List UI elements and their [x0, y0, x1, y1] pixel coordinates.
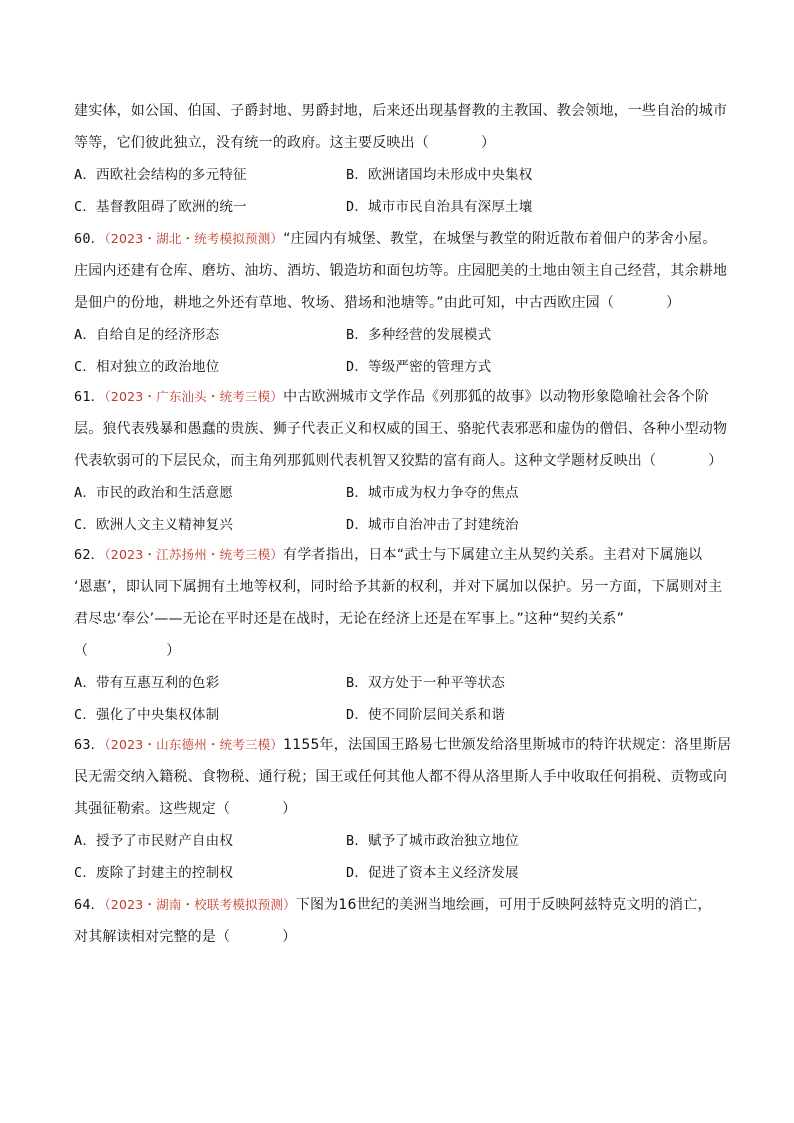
q60-stem-line1 [74, 229, 717, 249]
q64-stem-text: 下图为16世纪的美洲当地绘画，可用于反映阿兹特克文明的消亡， [295, 897, 712, 913]
q64-blank: ） [282, 929, 297, 945]
q63-option-a: A．授予了市民财产自由权 [74, 833, 234, 849]
q61-option-b: B．城市成为权力争夺的焦点 [346, 485, 519, 501]
q59-stem-text: 等等，它们彼此独立，没有统一的政府。这主要反映出（ [74, 135, 429, 151]
q62-option-c: C．强化了中央集权体制 [74, 707, 220, 723]
q61-option-d: D．城市自治冲击了封建统治 [346, 517, 519, 533]
q62-option-d: D．使不同阶层间关系和谐 [346, 707, 506, 723]
q59-blank: ） [481, 135, 496, 151]
q60-option-a: A．自给自足的经济形态 [74, 327, 220, 343]
q61-option-c: C．欧洲人文主义精神复兴 [74, 517, 234, 533]
q63-blank: ） [282, 801, 297, 817]
q61-source: （2023・广东汕头・统考三模） [104, 389, 284, 404]
q60-option-d: D．等级严密的管理方式 [346, 359, 492, 375]
q61-stem-text3: 代表软弱可的下层民众，而主角列那狐则代表机智又狡黠的富有商人。这种文学题材反映出（ [74, 453, 657, 469]
q63-stem-line1 [74, 735, 731, 755]
q61-stem-line3 [74, 451, 722, 471]
q63-number: 63． [74, 737, 105, 753]
q61-stem-text: 中古欧洲城市文学作品《列那狐的故事》以动物形象隐喻社会各个阶 [283, 389, 710, 405]
q63-stem-line2: 民无需交纳入籍税、食物税、通行税；国王或任何其他人都不得从洛里斯人手中收取任何捐税、贡物或向 [74, 769, 728, 785]
q59-stem-line1: 建实体，如公国、伯国、子爵封地、男爵封地，后来还出现基督教的主教国、教会领地，一些自治的城市 [74, 103, 728, 119]
q62-stem-line3: 君尽忠‘奉公’——无论在平时还是在战时，无论在经济上还是在军事上。”这种“契约关系” [74, 611, 625, 627]
q60-option-b: B．多种经营的发展模式 [346, 327, 492, 343]
q61-stem-line1 [74, 387, 709, 407]
q61-number: 61． [74, 389, 105, 405]
q60-number: 60． [74, 231, 105, 247]
q64-stem-text2: 对其解读相对完整的是（ [74, 929, 231, 945]
q60-option-c: C．相对独立的政治地位 [74, 359, 220, 375]
q61-option-a: A．市民的政治和生活意愿 [74, 485, 234, 501]
q63-source: （2023・山东德州・统考三模） [104, 737, 284, 752]
q62-stem-text: 有学者指出，日本“武士与下属建立主从契约关系。主君对下属施以 [283, 547, 703, 563]
q63-option-c: C．废除了封建主的控制权 [74, 865, 234, 881]
q60-blank: ） [666, 295, 681, 311]
q62-option-a: A．带有互惠互利的色彩 [74, 675, 220, 691]
q62-source: （2023・江苏扬州・统考三模） [104, 547, 284, 562]
q63-stem-text3: 其强征勒索。这些规定（ [74, 801, 231, 817]
q59-option-c: C．基督教阻碍了欧洲的统一 [74, 199, 247, 215]
q62-option-b: B．双方处于一种平等状态 [346, 675, 506, 691]
q59-option-d: D．城市市民自治具有深厚土壤 [346, 199, 533, 215]
q63-option-b: B．赋予了城市政治独立地位 [346, 833, 519, 849]
q59-option-a: A．西欧社会结构的多元特征 [74, 167, 247, 183]
q62-blank-line [74, 641, 180, 661]
q60-stem-line2: 庄园内还建有仓库、磨坊、油坊、酒坊、锻造坊和面包坊等。庄园肥美的土地由领主自己经营，其余耕地 [74, 263, 728, 279]
q64-stem-line2 [74, 927, 296, 947]
q64-number: 64． [74, 897, 105, 913]
q62-blank-close: ） [166, 643, 181, 659]
q60-stem-line3 [74, 293, 680, 313]
q62-stem-line2: ‘恩惠’，即认同下属拥有土地等权利，同时给予其新的权利，并对下属加以保护。另一方面，下属则对主 [74, 579, 723, 595]
q64-stem-line1 [74, 895, 712, 915]
q61-blank: ） [708, 453, 723, 469]
q60-source: （2023・湖北・统考模拟预测） [104, 231, 284, 246]
q59-stem-line2 [74, 133, 495, 153]
q61-stem-line2: 层。狼代表残暴和愚蠢的贵族、狮子代表正义和权威的国王、骆驼代表邪恶和虚伪的僧侣、各种小型动物 [74, 421, 728, 437]
q62-stem-line1 [74, 545, 702, 565]
q60-stem-text: “庄园内有城堡、教堂，在城堡与教堂的附近散布着佃户的茅舍小屋。 [283, 231, 717, 247]
q63-stem-text: 1155年，法国国王路易七世颁发给洛里斯城市的特许状规定：洛里斯居 [283, 737, 732, 753]
q62-number: 62． [74, 547, 105, 563]
q63-option-d: D．促进了资本主义经济发展 [346, 865, 519, 881]
q64-source: （2023・湖南・校联考模拟预测） [104, 897, 296, 912]
q62-blank-open: （ [74, 643, 89, 659]
q63-stem-line3 [74, 799, 296, 819]
q59-option-b: B．欧洲诸国均未形成中央集权 [346, 167, 533, 183]
q60-stem-text3: 是佃户的份地，耕地之外还有草地、牧场、猎场和池塘等。”由此可知，中古西欧庄园（ [74, 295, 615, 311]
